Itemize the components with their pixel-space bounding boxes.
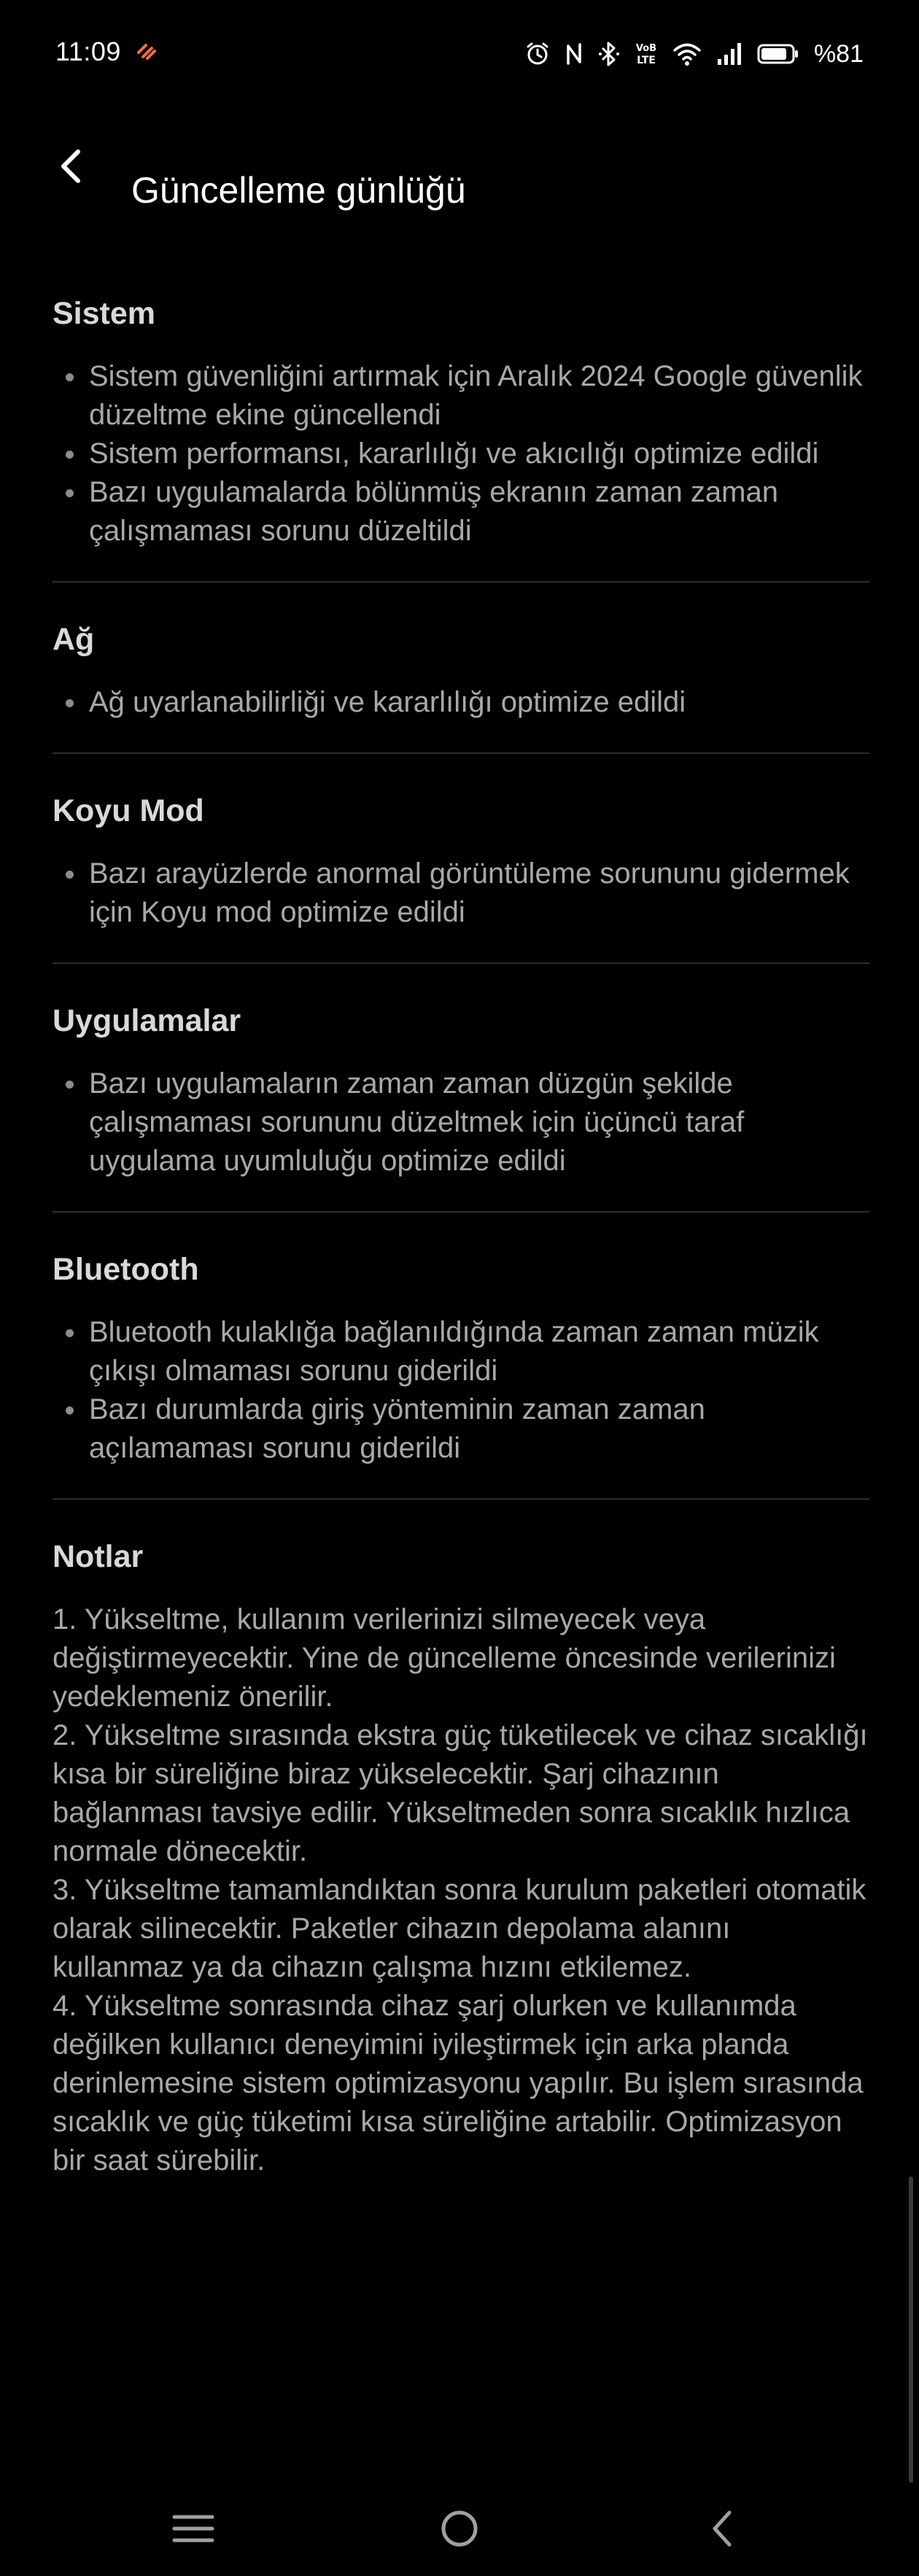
home-button[interactable] [416,2494,503,2567]
list-item: Bazı durumlarda giriş yönteminin zaman zaman açılamaması sorunu giderildi [53,1390,869,1468]
list-item: Bazı uygulamaların zaman zaman düzgün şekilde çalışmaması sorununu düzeltmek için üçüncü taraf uygulama uyumluluğu optimize edildi [53,1065,869,1180]
section-title: Bluetooth [53,1252,199,1287]
list-item: Bazı arayüzlerde anormal görüntüleme sorununu gidermek için Koyu mod optimize edildi [53,855,869,932]
section-title: Sistem [53,296,156,331]
divider [53,1498,869,1500]
section-system [53,292,869,550]
navigation-bar [0,2494,919,2576]
bluetooth-icon [598,41,620,67]
back-button[interactable] [45,139,96,197]
volte-icon [635,41,658,67]
recents-button[interactable] [150,2494,237,2567]
nfc-icon [565,42,583,66]
home-icon [438,2507,481,2554]
section-apps [53,999,869,1180]
status-bar [0,0,919,109]
bullet-list [53,683,869,722]
note-paragraph: 4. Yükseltme sonrasında cihaz şarj olurken ve kullanımda değilken kullanıcı deneyimini iyileştirmek için arka planda derinlemesine sistem optimizasyonu yapılır. Bu işlem sırasında sıcaklık ve güç tüketimi kısa süreliğine artabilir. Optimizasyon bir saat sürebilir. [53,1990,864,2176]
svg-text:LTE: LTE [637,55,656,66]
section-title: Ağ [53,622,95,657]
wifi-icon [672,42,702,66]
note-paragraph: 1. Yükseltme, kullanım verilerinizi silmeyecek veya değiştirmeyecektir. Yine de güncelleme öncesinde verilerinizi yedeklemeniz önerilir. [53,1603,836,1713]
page-title: Güncelleme günlüğü [131,169,466,211]
section-network [53,618,869,722]
scrollbar[interactable] [909,2176,913,2483]
alarm-icon [525,42,550,66]
list-item: Bazı uygulamalarda bölünmüş ekranın zaman zaman çalışmaması sorunu düzeltildi [53,473,869,550]
bullet-list [53,1313,869,1468]
section-title: Koyu Mod [53,793,204,828]
list-item: Sistem performansı, kararlılığı ve akıcılığı optimize edildi [53,435,869,473]
notification-app-icon [136,42,158,60]
section-bluetooth [53,1248,869,1468]
chevron-left-icon [56,144,85,192]
note-paragraph: 3. Yükseltme tamamlandıktan sonra kurulum paketleri otomatik olarak silinecektir. Paketler cihazın depolama alanını kullanmaz ya da cihazın çalışma hızını etkilemez. [53,1874,866,1983]
bullet-list [53,1065,869,1180]
battery-percent: %81 [813,39,864,68]
nav-back-button[interactable] [678,2494,766,2567]
back-icon [707,2507,737,2554]
notes-text [53,1600,869,2180]
divider [53,962,869,964]
app-header [0,131,919,211]
menu-icon [171,2513,215,2548]
note-paragraph: 2. Yükseltme sırasında ekstra güç tüketilecek ve cihaz sıcaklığı kısa bir süreliğine biraz yükselecektir. Şarj cihazının bağlanması tavsiye edilir. Yükseltmeden sonra sıcaklık hızlıca normale dönecektir. [53,1719,868,1867]
status-icons [525,38,864,70]
divider [53,581,869,583]
bullet-list [53,855,869,932]
svg-text:VoB: VoB [635,43,657,54]
battery-icon [757,43,799,65]
divider [53,752,869,754]
list-item: Sistem güvenliğini artırmak için Aralık 2024 Google güvenlik düzeltme ekine güncellendi [53,357,869,435]
changelog-content [53,292,869,2180]
status-time: 11:09 [55,36,121,66]
section-title: Uygulamalar [53,1003,241,1038]
section-dark-mode [53,789,869,932]
list-item: Ağ uyarlanabilirliği ve kararlılığı optimize edildi [53,683,869,722]
bullet-list [53,357,869,550]
section-title: Notlar [53,1539,144,1574]
list-item: Bluetooth kulaklığa bağlanıldığında zaman zaman müzik çıkışı olmaması sorunu giderildi [53,1313,869,1390]
signal-icon [716,42,742,66]
section-notes [53,1535,869,2180]
divider [53,1211,869,1213]
